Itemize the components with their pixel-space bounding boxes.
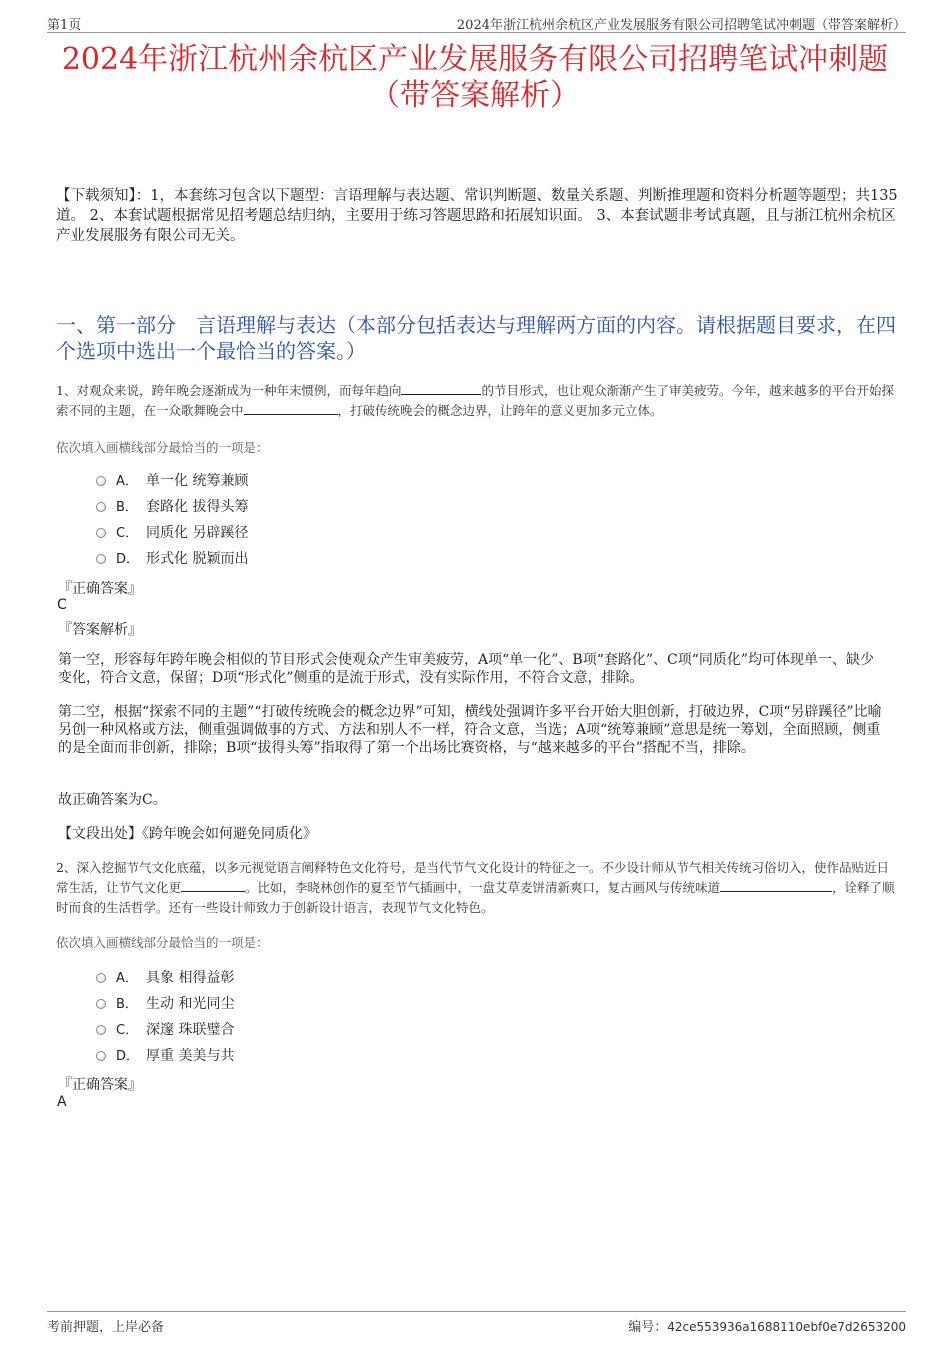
page-footer <box>47 1311 906 1334</box>
answer-label: 『正确答案』 <box>58 1077 142 1093</box>
analysis-paragraph-1: 第一空，形容每年跨年晚会相似的节目形式会使观众产生审美疲劳，A项“单一化”、B项“套路化”、C项“同质化”均可体现单一、缺少变化，符合文意，保留；D项“形式化”侧重的是流于形式，没有实际作用，不符合文意，排除。 <box>58 652 875 686</box>
radio-icon[interactable] <box>96 973 106 983</box>
option-d[interactable]: D． 形式化 脱颖而出 <box>96 546 248 572</box>
code-label: 编号： <box>628 1320 668 1335</box>
radio-icon[interactable] <box>96 476 106 486</box>
option-b[interactable]: B． 套路化 拔得头筹 <box>96 494 248 520</box>
radio-icon[interactable] <box>96 1025 106 1035</box>
title-line-1: 2024年浙江杭州余杭区产业发展服务有限公司招聘笔试冲刺题 <box>61 42 889 77</box>
question-2-options <box>96 965 234 1069</box>
option-a[interactable]: A． 单一化 统筹兼顾 <box>96 468 248 494</box>
radio-icon[interactable] <box>96 502 106 512</box>
answer-label: 『正确答案』 <box>58 581 142 597</box>
option-d[interactable]: D． 厚重 美美与共 <box>96 1043 234 1069</box>
code-value: 42ce553936a1688110ebf0e7d2653200 <box>667 1320 906 1334</box>
title-line-2: （带答案解析） <box>370 78 580 113</box>
analysis-paragraph-2: 第二空，根据“探索不同的主题”“打破传统晚会的概念边界”可知，横线处强调许多平台开始大胆创新，打破边界，C项“另辟蹊径”比喻另创一种风格或方法，侧重强调做事的方式、方法和别人不一样，符合文意，当选；A项“统筹兼顾”意思是统一筹划，全面照顾，侧重的是全面而非创新，排除；B项“拔得头筹”指取得了第一个出场比赛资格，与“越来越多的平台”搭配不当，排除。 <box>58 704 882 756</box>
radio-icon[interactable] <box>96 554 106 564</box>
option-c[interactable]: C． 同质化 另辟蹊径 <box>96 520 248 546</box>
radio-icon[interactable] <box>96 1051 106 1061</box>
option-b[interactable]: B． 生动 和光同尘 <box>96 991 234 1017</box>
question-2-instruction: 依次填入画横线部分最恰当的一项是： <box>56 935 269 950</box>
page-number: 第1页 <box>47 18 82 33</box>
answer-value: C <box>57 597 67 613</box>
footer-slogan: 考前押题，上岸必备 <box>47 1320 165 1335</box>
option-a[interactable]: A． 具象 相得益彰 <box>96 965 234 991</box>
question-2-text: 2、深入挖掘节气文化底蕴，以多元视觉语言阐释特色文化符号，是当代节气文化设计的特征之一。不少设计师从节气相关传统习俗切入，使作品贴近日常生活，让节气文化更 。比如，李晓林创作的夏至节气插画中，一盘艾草麦饼清新爽口，复古画风与传统味道 ，诠释了顺时而食的生活哲学。还有一些设计师致力于创新设计语言，表现节气文化特色。 <box>56 860 895 915</box>
blank-2 <box>720 879 832 892</box>
radio-icon[interactable] <box>96 528 106 538</box>
page-header <box>47 12 906 33</box>
radio-icon[interactable] <box>96 999 106 1009</box>
source-citation: 【文段出处】《跨年晚会如何避免同质化》 <box>58 826 317 842</box>
answer-value: A <box>57 1094 67 1110</box>
analysis-conclusion: 故正确答案为C。 <box>58 792 167 808</box>
document-title <box>40 42 910 114</box>
question-1-text: 1、对观众来说，跨年晚会逐渐成为一种年末惯例，而每年趋向 的节目形式，也让观众渐渐产生了审美疲劳。今年，越来越多的平台开始探索不同的主题，在一众歌舞晚会中 ，打破传统晚会的概念边界，让跨年的意义更加多元立体。 <box>56 383 894 418</box>
document-code <box>628 1316 906 1335</box>
option-c[interactable]: C． 深邃 珠联璧合 <box>96 1017 234 1043</box>
blank-1 <box>181 879 245 892</box>
analysis-label: 『答案解析』 <box>58 622 142 638</box>
question-1-options <box>96 468 248 572</box>
question-1-instruction: 依次填入画横线部分最恰当的一项是： <box>56 440 269 455</box>
blank-1 <box>401 382 481 395</box>
download-notice: 【下载须知】：1，本套练习包含以下题型：言语理解与表达题、常识判断题、数量关系题、判断推理题和资料分析题等题型；共135道。 2、本套试题根据常见招考题总结归纳，主要用于练习答题思路和拓展知识面。 3、本套试题非考试真题，且与浙江杭州余杭区产业发展服务有限公司无关。 <box>56 188 898 244</box>
section-heading: 一、第一部分 言语理解与表达（本部分包括表达与理解两方面的内容。请根据题目要求，在四个选项中选出一个最恰当的答案。） <box>56 313 896 363</box>
header-doc-name: 2024年浙江杭州余杭区产业发展服务有限公司招聘笔试冲刺题（带答案解析） <box>456 18 906 33</box>
blank-2 <box>244 402 338 415</box>
